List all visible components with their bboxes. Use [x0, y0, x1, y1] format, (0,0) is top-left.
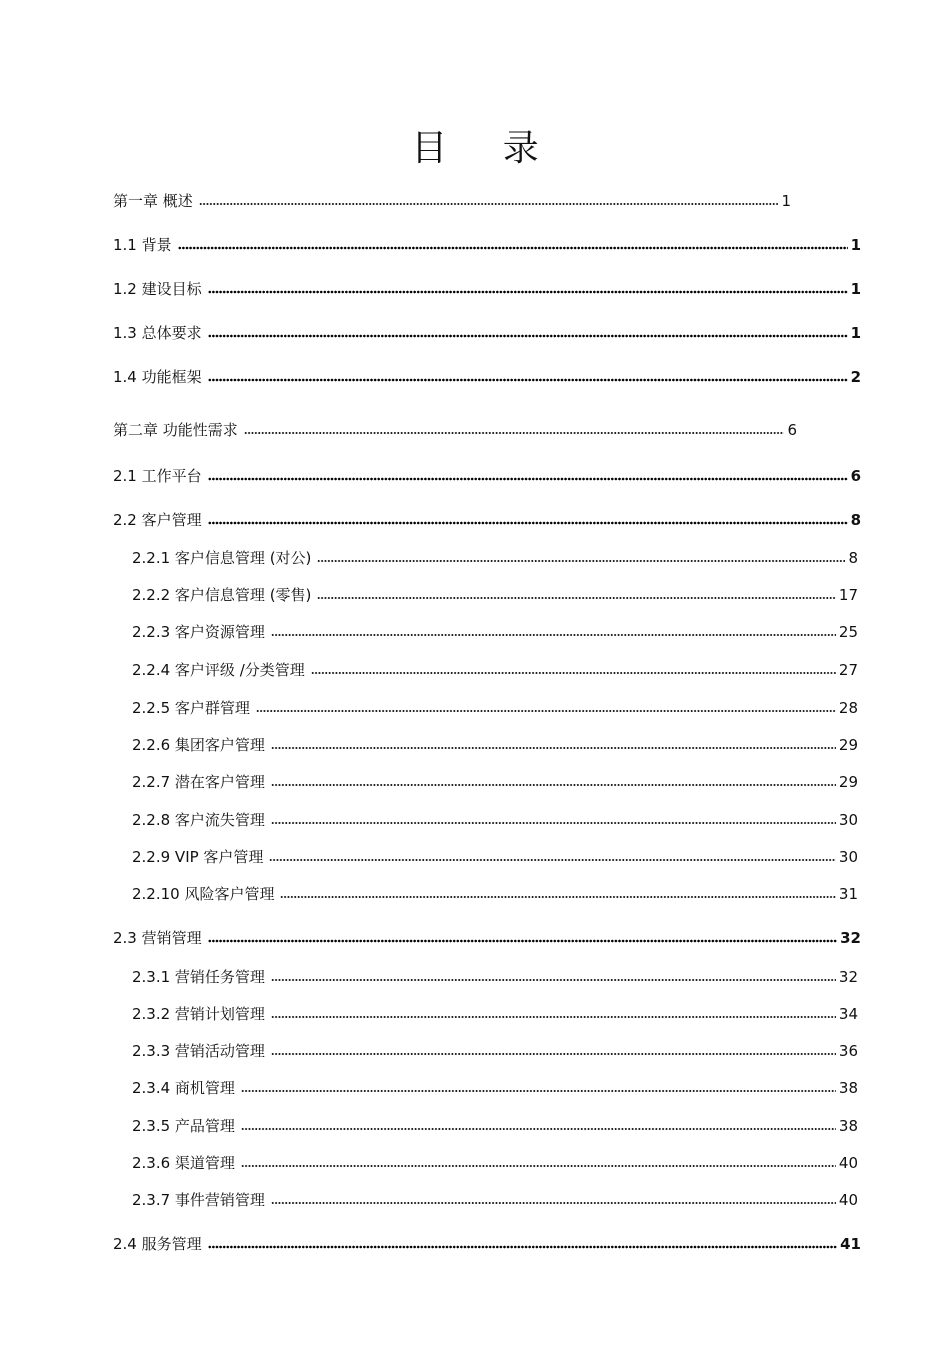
toc-entry-page-number: 40 [838, 1191, 858, 1209]
toc-entry-page-number: 27 [838, 661, 858, 679]
toc-entry-label: 2.3.3 营销活动管理 [132, 1042, 265, 1060]
toc-entry-label: 2.2.8 客户流失管理 [132, 811, 265, 829]
toc-entry-label: 2.2.4 客户评级 /分类管理 [132, 661, 305, 679]
dot-leader [271, 1015, 836, 1019]
toc-entry[interactable] [113, 1231, 861, 1253]
toc-entry-label: 2.2.5 客户群管理 [132, 699, 250, 717]
toc-entry-label: 2.2.1 客户信息管理 (对公) [132, 549, 312, 567]
toc-entry-page-number: 30 [838, 811, 858, 829]
toc-entry[interactable] [113, 364, 861, 386]
toc-entry-label: 2.1 工作平台 [113, 467, 202, 485]
toc-entry-page-number: 17 [838, 586, 858, 604]
toc-entry-page-number: 32 [840, 929, 861, 947]
dot-leader [271, 978, 836, 982]
toc-entry-page-number: 28 [838, 699, 858, 717]
toc-entry-label: 第二章 功能性需求 [113, 421, 238, 439]
toc-entry[interactable] [113, 188, 791, 210]
dot-leader [271, 783, 836, 787]
toc-entry[interactable] [132, 844, 858, 866]
toc-entry-label: 1.2 建设目标 [113, 280, 202, 298]
toc-entry-page-number: 34 [838, 1005, 858, 1023]
toc-entry[interactable] [132, 545, 858, 567]
dot-leader [317, 596, 835, 600]
toc-entry-page-number: 41 [840, 1235, 861, 1253]
dot-leader [271, 633, 836, 637]
toc-entry-page-number: 1 [781, 192, 791, 210]
toc-entry[interactable] [132, 1113, 858, 1135]
toc-entry-label: 2.3.6 渠道管理 [132, 1154, 235, 1172]
toc-entry-label: 1.1 背景 [113, 236, 172, 254]
toc-entry-page-number: 25 [838, 623, 858, 641]
toc-entry-label: 2.2.9 VIP 客户管理 [132, 848, 264, 866]
toc-entry[interactable] [132, 1075, 858, 1097]
dot-leader [208, 521, 848, 525]
dot-leader [311, 671, 836, 675]
toc-entry[interactable] [132, 582, 858, 604]
dot-leader [280, 895, 835, 899]
dot-leader [269, 858, 835, 862]
dot-leader [241, 1089, 836, 1093]
dot-leader [241, 1127, 836, 1131]
toc-entry-label: 第一章 概述 [113, 192, 193, 210]
toc-entry-page-number: 1 [850, 280, 861, 298]
page-title: 目 录 [411, 128, 561, 169]
dot-leader [199, 202, 779, 206]
dot-leader [208, 1245, 838, 1249]
toc-entry-page-number: 30 [838, 848, 858, 866]
toc-entry-page-number: 40 [838, 1154, 858, 1172]
toc-entry[interactable] [113, 507, 861, 529]
toc-entry-page-number: 38 [838, 1117, 858, 1135]
toc-entry-page-number: 1 [850, 324, 861, 342]
toc-entry-label: 2.2.6 集团客户管理 [132, 736, 265, 754]
dot-leader [271, 821, 836, 825]
toc-entry-page-number: 8 [848, 549, 858, 567]
toc-entry-label: 1.3 总体要求 [113, 324, 202, 342]
toc-entry-page-number: 8 [850, 511, 861, 529]
toc-entry[interactable] [113, 417, 797, 439]
toc-entry[interactable] [113, 320, 861, 342]
toc-entry[interactable] [113, 925, 861, 947]
toc-entry[interactable] [132, 881, 858, 903]
toc-entry-label: 2.3.2 营销计划管理 [132, 1005, 265, 1023]
dot-leader [208, 477, 848, 481]
toc-entry-label: 2.3.7 事件营销管理 [132, 1191, 265, 1209]
toc-entry-page-number: 36 [838, 1042, 858, 1060]
dot-leader [178, 246, 848, 250]
toc-entry[interactable] [132, 807, 858, 829]
dot-leader [256, 709, 836, 713]
dot-leader [271, 1052, 836, 1056]
toc-entry[interactable] [132, 769, 858, 791]
dot-leader [244, 431, 785, 435]
toc-entry-page-number: 31 [838, 885, 858, 903]
dot-leader [208, 334, 848, 338]
toc-entry-page-number: 2 [850, 368, 861, 386]
dot-leader [208, 378, 848, 382]
toc-entry-label: 2.2 客户管理 [113, 511, 202, 529]
dot-leader [271, 746, 836, 750]
toc-entry-label: 2.2.7 潜在客户管理 [132, 773, 265, 791]
toc-entry[interactable] [132, 732, 858, 754]
toc-entry-page-number: 38 [838, 1079, 858, 1097]
dot-leader [317, 559, 845, 563]
toc-entry-label: 2.2.3 客户资源管理 [132, 623, 265, 641]
toc-entry-page-number: 1 [850, 236, 861, 254]
toc-entry-label: 1.4 功能框架 [113, 368, 202, 386]
toc-entry-label: 2.3.4 商机管理 [132, 1079, 235, 1097]
dot-leader [208, 290, 848, 294]
toc-entry[interactable] [132, 657, 858, 679]
toc-entry-page-number: 6 [787, 421, 797, 439]
toc-entry[interactable] [132, 1001, 858, 1023]
dot-leader [241, 1164, 836, 1168]
toc-entry[interactable] [132, 1187, 858, 1209]
toc-entry[interactable] [113, 232, 861, 254]
toc-entry-page-number: 32 [838, 968, 858, 986]
toc-entry[interactable] [113, 463, 861, 485]
dot-leader [208, 939, 838, 943]
dot-leader [271, 1201, 836, 1205]
toc-entry[interactable] [132, 1038, 858, 1060]
toc-entry-page-number: 6 [850, 467, 861, 485]
toc-entry-label: 2.2.10 风险客户管理 [132, 885, 275, 903]
toc-entry[interactable] [132, 619, 858, 641]
toc-entry[interactable] [132, 1150, 858, 1172]
toc-entry-label: 2.3 营销管理 [113, 929, 202, 947]
toc-entry-page-number: 29 [838, 773, 858, 791]
toc-entry[interactable] [132, 695, 858, 717]
toc-entry-label: 2.3.1 营销任务管理 [132, 968, 265, 986]
toc-entry[interactable] [132, 964, 858, 986]
toc-entry-label: 2.3.5 产品管理 [132, 1117, 235, 1135]
toc-entry-page-number: 29 [838, 736, 858, 754]
toc-entry-label: 2.2.2 客户信息管理 (零售) [132, 586, 312, 604]
toc-entry[interactable] [113, 276, 861, 298]
toc-entry-label: 2.4 服务管理 [113, 1235, 202, 1253]
